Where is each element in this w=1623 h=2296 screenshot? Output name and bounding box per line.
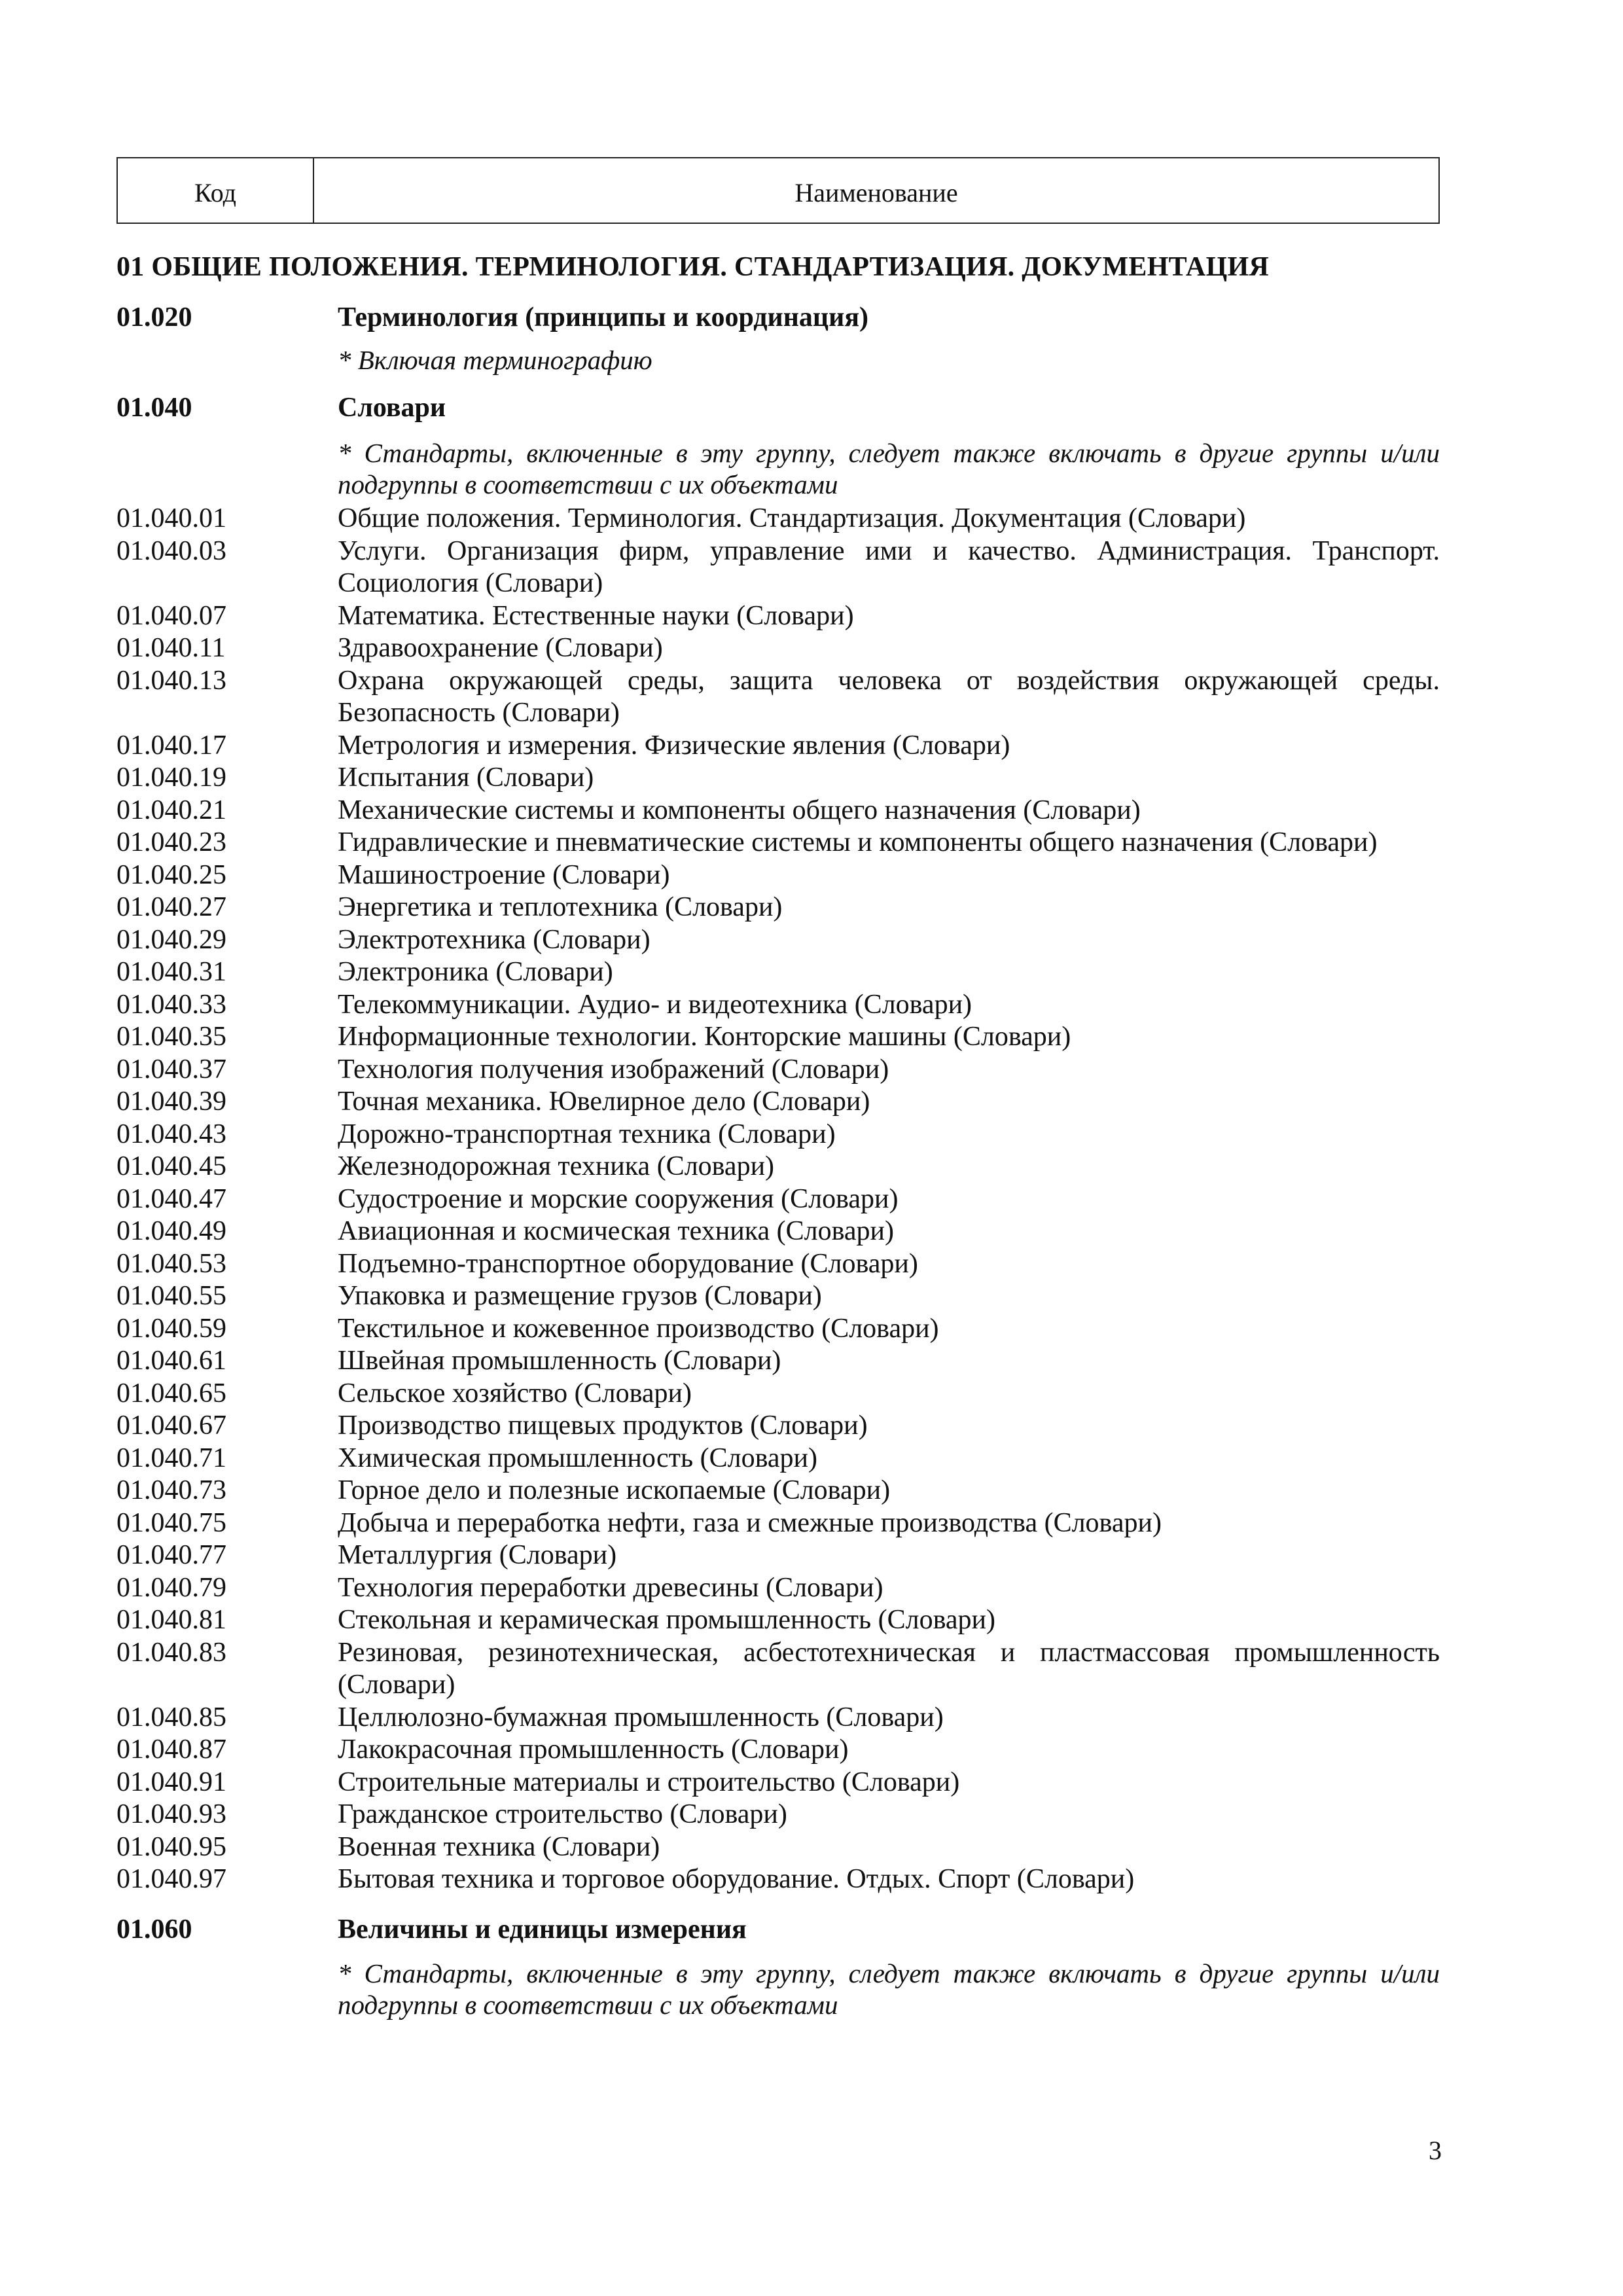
name-column-header: Наименование (794, 177, 958, 207)
subgroup-code: 01.040.01 (116, 503, 226, 533)
group-note (116, 437, 1440, 500)
subgroup-code: 01.040.85 (116, 1702, 226, 1732)
subgroup-code: 01.040.49 (116, 1216, 226, 1246)
subgroup-row (116, 730, 1440, 762)
subgroup-row (116, 1799, 1440, 1831)
subgroup-row (116, 1215, 1440, 1248)
subgroup-name: Электроника (Словари) (338, 957, 613, 987)
subgroup-row (116, 1507, 1440, 1540)
subgroup-code: 01.040.83 (116, 1637, 226, 1668)
subgroup-code: 01.040.23 (116, 827, 226, 857)
section-title: 01 ОБЩИЕ ПОЛОЖЕНИЯ. ТЕРМИНОЛОГИЯ. СТАНДАРТИЗАЦИЯ. ДОКУМЕНТАЦИЯ (116, 252, 1270, 282)
subgroup-name: Сельское хозяйство (Словари) (338, 1378, 692, 1408)
subgroup-name: Здравоохранение (Словари) (338, 633, 663, 663)
subgroup-code: 01.040.03 (116, 535, 226, 566)
subgroup-code: 01.040.59 (116, 1313, 226, 1344)
page-number: 3 (1429, 2136, 1442, 2165)
subgroup-name: Стекольная и керамическая промышленность (Словари) (338, 1605, 995, 1635)
subgroup-code: 01.040.81 (116, 1605, 226, 1635)
subgroup-code: 01.040.97 (116, 1864, 226, 1894)
group-code: 01.060 (116, 1914, 192, 1945)
subgroup-name: Добыча и переработка нефти, газа и смежные производства (Словари) (338, 1507, 1162, 1538)
subgroup-code: 01.040.87 (116, 1734, 226, 1765)
subgroup-code: 01.040.39 (116, 1086, 226, 1117)
subgroup-row (116, 891, 1440, 924)
table-header (116, 157, 1440, 224)
subgroup-row (116, 1475, 1440, 1507)
group-note-text: * Стандарты, включенные в эту группу, следует также включать в другие группы и/или подгруппы в соответствии с их объектами (338, 438, 1440, 499)
subgroup-code: 01.040.29 (116, 924, 226, 955)
subgroup-code: 01.040.19 (116, 762, 226, 793)
subgroup-code: 01.040.37 (116, 1054, 226, 1085)
subgroup-row (116, 1183, 1440, 1216)
subgroup-row (116, 989, 1440, 1022)
subgroup-row (116, 924, 1440, 957)
subgroup-row (116, 1637, 1440, 1702)
subgroup-name: Технология получения изображений (Словари) (338, 1054, 889, 1085)
subgroup-code: 01.040.95 (116, 1831, 226, 1862)
subgroup-row (116, 1054, 1440, 1086)
subgroup-name: Лакокрасочная промышленность (Словари) (338, 1734, 849, 1765)
subgroup-row (116, 1831, 1440, 1864)
subgroup-code: 01.040.45 (116, 1151, 226, 1181)
subgroup-row (116, 1151, 1440, 1183)
subgroup-row (116, 665, 1440, 730)
subgroup-name: Математика. Естественные науки (Словари) (338, 600, 854, 631)
subgroup-code: 01.040.53 (116, 1248, 226, 1279)
subgroup-name: Технология переработки древесины (Словари) (338, 1572, 883, 1603)
subgroup-row (116, 1604, 1440, 1637)
subgroup-code: 01.040.13 (116, 665, 226, 696)
subgroup-name: Упаковка и размещение грузов (Словари) (338, 1281, 822, 1311)
subgroup-name: Дорожно-транспортная техника (Словари) (338, 1119, 836, 1149)
group-heading (116, 391, 1440, 424)
subgroup-row (116, 1345, 1440, 1378)
subgroup-code: 01.040.11 (116, 633, 226, 663)
subgroup-code: 01.040.07 (116, 600, 226, 631)
subgroup-code: 01.040.55 (116, 1281, 226, 1311)
subgroup-name: Подъемно-транспортное оборудование (Словари) (338, 1248, 918, 1279)
subgroup-name: Гидравлические и пневматические системы и компоненты общего назначения (Словари) (338, 827, 1378, 857)
subgroup-code: 01.040.79 (116, 1572, 226, 1603)
code-column-header: Код (118, 158, 314, 223)
subgroup-name: Машиностроение (Словари) (338, 859, 670, 890)
group-heading (116, 1913, 1440, 1946)
subgroup-code: 01.040.93 (116, 1799, 226, 1829)
subgroup-name: Общие положения. Терминология. Стандартизация. Документация (Словари) (338, 503, 1246, 533)
group-note-text: * Включая терминографию (338, 345, 652, 375)
subgroup-row (116, 1119, 1440, 1151)
subgroup-row (116, 1734, 1440, 1767)
subgroup-code: 01.040.67 (116, 1410, 226, 1441)
subgroup-name: Испытания (Словари) (338, 762, 594, 793)
subgroup-code: 01.040.71 (116, 1443, 226, 1473)
subgroup-row (116, 632, 1440, 665)
subgroup-name: Горное дело и полезные ископаемые (Словари) (338, 1475, 891, 1505)
subgroup-name: Авиационная и космическая техника (Словари) (338, 1216, 894, 1246)
group-heading (116, 301, 1440, 334)
subgroup-name: Судостроение и морские сооружения (Словари) (338, 1183, 899, 1214)
subgroup-row (116, 956, 1440, 989)
subgroup-row (116, 1248, 1440, 1281)
subgroup-name: Военная техника (Словари) (338, 1831, 660, 1862)
subgroup-row (116, 1410, 1440, 1443)
subgroup-code: 01.040.65 (116, 1378, 226, 1408)
subgroup-code: 01.040.91 (116, 1767, 226, 1797)
group-code: 01.020 (116, 302, 192, 332)
group-note-text: * Стандарты, включенные в эту группу, следует также включать в другие группы и/или подгруппы в соответствии с их объектами (338, 1958, 1440, 2020)
subgroup-row (116, 1702, 1440, 1734)
subgroup-code: 01.040.75 (116, 1507, 226, 1538)
subgroup-code: 01.040.35 (116, 1022, 226, 1052)
subgroup-row (116, 1378, 1440, 1410)
subgroup-code: 01.040.25 (116, 859, 226, 890)
subgroup-name: Гражданское строительство (Словари) (338, 1799, 787, 1829)
subgroup-name: Резиновая, резинотехническая, асбестотехническая и пластмассовая промышленность (Словари) (338, 1637, 1440, 1700)
subgroup-name: Химическая промышленность (Словари) (338, 1443, 817, 1473)
subgroup-code: 01.040.33 (116, 989, 226, 1020)
subgroup-name: Механические системы и компоненты общего назначения (Словари) (338, 795, 1141, 825)
subgroup-name: Металлургия (Словари) (338, 1540, 617, 1570)
subgroup-name: Бытовая техника и торговое оборудование. Отдых. Спорт (Словари) (338, 1864, 1135, 1894)
document-page (116, 157, 1440, 2020)
subgroup-row (116, 1313, 1440, 1346)
subgroup-name: Услуги. Организация фирм, управление ими и качество. Администрация. Транспорт. Социология (Словари) (338, 535, 1440, 598)
group-note (116, 1958, 1440, 2020)
group-name: Словари (338, 393, 446, 423)
subgroup-name: Швейная промышленность (Словари) (338, 1346, 781, 1376)
subgroup-row (116, 1767, 1440, 1799)
subgroup-code: 01.040.27 (116, 892, 226, 922)
subgroup-name: Телекоммуникации. Аудио- и видеотехника (Словари) (338, 989, 972, 1020)
subgroup-code: 01.040.77 (116, 1540, 226, 1570)
subgroup-name: Электротехника (Словари) (338, 924, 651, 955)
group-name: Величины и единицы измерения (338, 1914, 747, 1945)
group-name: Терминология (принципы и координация) (338, 302, 869, 332)
subgroup-row (116, 1086, 1440, 1119)
subgroup-name: Строительные материалы и строительство (Словари) (338, 1767, 960, 1797)
subgroup-name: Энергетика и теплотехника (Словари) (338, 892, 783, 922)
subgroup-row (116, 1021, 1440, 1054)
subgroup-name: Информационные технологии. Конторские машины (Словари) (338, 1022, 1071, 1052)
group-note (116, 344, 1440, 376)
subgroup-code: 01.040.17 (116, 730, 226, 761)
subgroup-code: 01.040.61 (116, 1346, 226, 1376)
subgroup-code: 01.040.21 (116, 795, 226, 825)
subgroup-row (116, 503, 1440, 535)
subgroup-row (116, 1443, 1440, 1475)
subgroup-name: Целлюлозно-бумажная промышленность (Словари) (338, 1702, 944, 1732)
subgroup-name: Точная механика. Ювелирное дело (Словари) (338, 1086, 870, 1117)
subgroup-row (116, 1280, 1440, 1313)
subgroup-list (116, 503, 1440, 1896)
subgroup-row (116, 1539, 1440, 1572)
subgroup-row (116, 827, 1440, 859)
subgroup-row (116, 600, 1440, 633)
subgroup-code: 01.040.73 (116, 1475, 226, 1505)
subgroup-row (116, 1572, 1440, 1605)
subgroup-name: Текстильное и кожевенное производство (Словари) (338, 1313, 939, 1344)
subgroup-row (116, 762, 1440, 795)
subgroup-name: Производство пищевых продуктов (Словари) (338, 1410, 868, 1441)
subgroup-row (116, 795, 1440, 827)
subgroup-row (116, 1863, 1440, 1896)
subgroup-code: 01.040.47 (116, 1183, 226, 1214)
subgroup-name: Метрология и измерения. Физические явления (Словари) (338, 730, 1010, 761)
subgroup-name: Железнодорожная техника (Словари) (338, 1151, 775, 1181)
group-code: 01.040 (116, 393, 192, 423)
subgroup-code: 01.040.43 (116, 1119, 226, 1149)
subgroup-code: 01.040.31 (116, 957, 226, 987)
subgroup-row (116, 535, 1440, 600)
subgroup-row (116, 859, 1440, 892)
subgroup-name: Охрана окружающей среды, защита человека от воздействия окружающей среды. Безопасность (Словари) (338, 665, 1440, 728)
